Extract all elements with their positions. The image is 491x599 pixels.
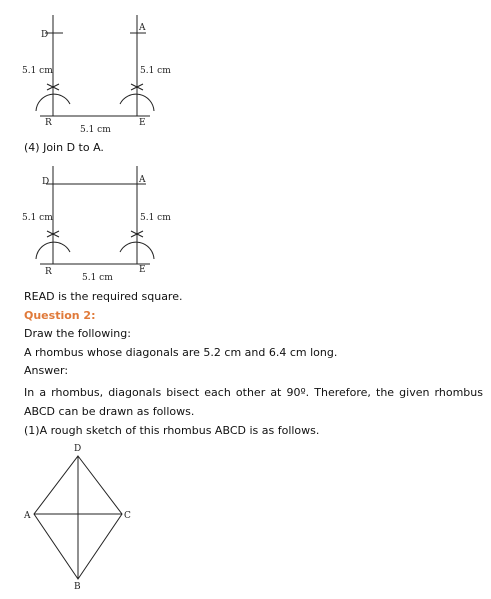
label-r: R bbox=[45, 118, 52, 128]
construction-figure-1 bbox=[0, 0, 200, 140]
label-a: A bbox=[139, 23, 146, 33]
left-length: 5.1 cm bbox=[22, 66, 53, 76]
label-d: D bbox=[42, 177, 50, 187]
step-1-text: (1)A rough sketch of this rhombus ABCD is as follows. bbox=[24, 424, 320, 437]
answer-line-1: In a rhombus, diagonals bisect each other at 90º. Therefore, the given rhombus bbox=[24, 386, 483, 399]
right-length: 5.1 cm bbox=[140, 66, 171, 76]
label-a: A bbox=[139, 175, 146, 185]
problem-text: A rhombus whose diagonals are 5.2 cm and 6.4 cm long. bbox=[24, 346, 338, 359]
construction-figure-2 bbox=[0, 160, 200, 290]
label-e: E bbox=[139, 265, 146, 275]
instruction-text: Draw the following: bbox=[24, 327, 131, 340]
step-4-text: (4) Join D to A. bbox=[24, 141, 104, 154]
left-length: 5.1 cm bbox=[22, 213, 53, 223]
right-length: 5.1 cm bbox=[140, 213, 171, 223]
bottom-length: 5.1 cm bbox=[82, 273, 113, 283]
label-d: D bbox=[74, 444, 82, 454]
answer-label: Answer: bbox=[24, 364, 69, 377]
rhombus-sketch bbox=[0, 440, 200, 599]
label-d: D bbox=[41, 30, 49, 40]
label-r: R bbox=[45, 267, 52, 277]
answer-line-2: ABCD can be drawn as follows. bbox=[24, 405, 195, 418]
label-e: E bbox=[139, 118, 146, 128]
bottom-length: 5.1 cm bbox=[80, 125, 111, 135]
label-b: B bbox=[74, 582, 81, 592]
result-text: READ is the required square. bbox=[24, 290, 183, 303]
question-heading: Question 2: bbox=[24, 309, 96, 322]
label-c: C bbox=[124, 511, 131, 521]
label-a: A bbox=[24, 511, 31, 521]
